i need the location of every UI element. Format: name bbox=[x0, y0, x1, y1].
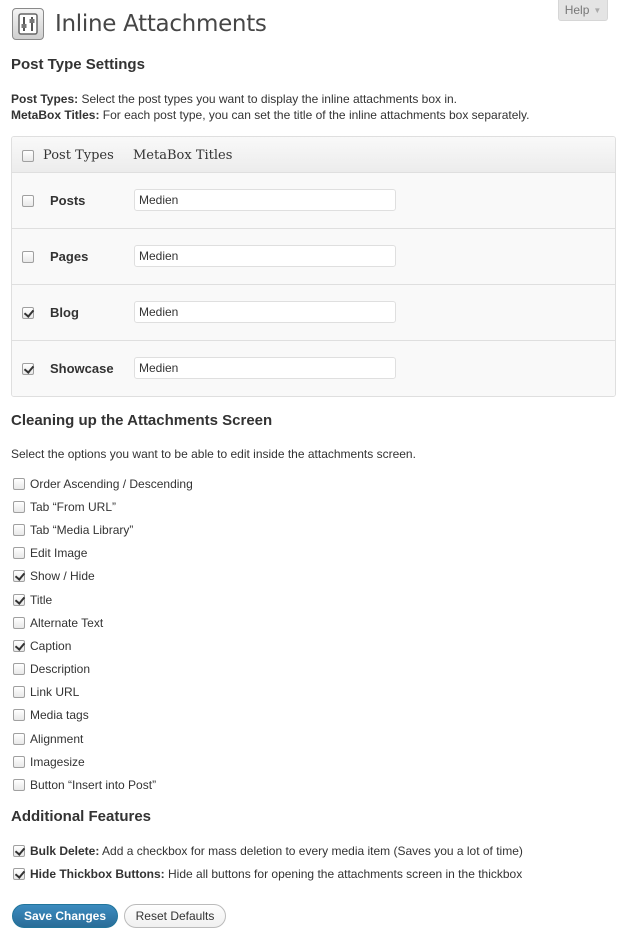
option-label: Link URL bbox=[30, 685, 80, 699]
option-label: Tab “From URL” bbox=[30, 500, 117, 514]
post-types-description bbox=[11, 91, 457, 108]
metabox-title-input-showcase[interactable] bbox=[134, 357, 396, 379]
checkbox[interactable] bbox=[13, 845, 25, 857]
post-type-checkbox-pages[interactable] bbox=[22, 251, 34, 263]
option-label: Description bbox=[30, 662, 91, 676]
additional-features-heading: Additional Features bbox=[11, 808, 152, 825]
option-edit-image[interactable] bbox=[13, 544, 87, 562]
checkbox[interactable] bbox=[13, 547, 25, 559]
table-row bbox=[12, 229, 615, 285]
option-label: Order Ascending / Descending bbox=[30, 477, 193, 491]
option-label: Tab “Media Library” bbox=[30, 523, 134, 537]
option-label: Media tags bbox=[30, 708, 89, 722]
option-imagesize[interactable] bbox=[13, 753, 85, 771]
post-type-checkbox-blog[interactable] bbox=[22, 307, 34, 319]
checkbox[interactable] bbox=[13, 868, 25, 880]
option-label: Edit Image bbox=[30, 546, 88, 560]
post-type-label: Posts bbox=[50, 193, 86, 208]
option-alignment[interactable] bbox=[13, 730, 83, 748]
option-label: Caption bbox=[30, 639, 72, 653]
feature-bulk-delete[interactable] bbox=[13, 842, 523, 860]
option-tab-from-url[interactable] bbox=[13, 498, 116, 516]
checkbox[interactable] bbox=[13, 779, 25, 791]
page-title: Inline Attachments bbox=[55, 11, 267, 37]
help-label: Help bbox=[564, 3, 590, 17]
option-alternate-text[interactable] bbox=[13, 614, 103, 632]
feature-label: Hide Thickbox Buttons: bbox=[30, 867, 165, 881]
option-label: Button “Insert into Post” bbox=[30, 778, 157, 792]
feature-hide-thickbox[interactable] bbox=[13, 865, 522, 883]
post-types-table bbox=[11, 136, 616, 397]
checkbox[interactable] bbox=[13, 501, 25, 513]
column-post-types: Post Types bbox=[43, 148, 114, 163]
table-row bbox=[12, 173, 615, 229]
post-type-label: Pages bbox=[50, 249, 89, 264]
caret-down-icon: ▼ bbox=[593, 5, 602, 15]
save-changes-button[interactable]: Save Changes bbox=[12, 904, 118, 928]
settings-sliders-icon bbox=[12, 8, 44, 40]
option-caption[interactable] bbox=[13, 637, 71, 655]
metabox-title-input-blog[interactable] bbox=[134, 301, 396, 323]
table-row bbox=[12, 341, 615, 397]
reset-defaults-button[interactable]: Reset Defaults bbox=[124, 904, 226, 928]
checkbox[interactable] bbox=[13, 594, 25, 606]
checkbox[interactable] bbox=[13, 663, 25, 675]
feature-description: Hide all buttons for opening the attachments screen in the thickbox bbox=[164, 867, 523, 881]
option-show-hide[interactable] bbox=[13, 567, 95, 585]
option-title[interactable] bbox=[13, 591, 52, 609]
post-type-label: Showcase bbox=[50, 361, 114, 376]
checkbox[interactable] bbox=[13, 640, 25, 652]
checkbox[interactable] bbox=[13, 570, 25, 582]
metabox-desc-text: For each post type, you can set the title of the inline attachments box separately. bbox=[99, 108, 530, 122]
checkbox[interactable] bbox=[13, 686, 25, 698]
select-all-checkbox[interactable] bbox=[22, 150, 34, 162]
option-label: Show / Hide bbox=[30, 569, 95, 583]
option-label: Alignment bbox=[30, 732, 84, 746]
post-type-checkbox-posts[interactable] bbox=[22, 195, 34, 207]
checkbox[interactable] bbox=[13, 709, 25, 721]
post-types-desc-text: Select the post types you want to display the inline attachments box in. bbox=[78, 92, 458, 106]
feature-description: Add a checkbox for mass deletion to every media item (Saves you a lot of time) bbox=[99, 844, 523, 858]
metabox-title-input-posts[interactable] bbox=[134, 189, 396, 211]
cleaning-heading: Cleaning up the Attachments Screen bbox=[11, 412, 273, 429]
option-link-url[interactable] bbox=[13, 683, 79, 701]
feature-text bbox=[30, 844, 523, 858]
metabox-title-input-pages[interactable] bbox=[134, 245, 396, 267]
table-header bbox=[12, 137, 615, 173]
checkbox[interactable] bbox=[13, 733, 25, 745]
option-label: Imagesize bbox=[30, 755, 85, 769]
page-header bbox=[12, 8, 267, 40]
checkbox[interactable] bbox=[13, 617, 25, 629]
post-type-settings-heading: Post Type Settings bbox=[11, 56, 145, 73]
option-label: Alternate Text bbox=[30, 616, 104, 630]
feature-text bbox=[30, 867, 522, 881]
checkbox[interactable] bbox=[13, 756, 25, 768]
column-metabox-titles: MetaBox Titles bbox=[133, 148, 233, 163]
option-description[interactable] bbox=[13, 660, 90, 678]
metabox-desc-label: MetaBox Titles: bbox=[11, 108, 100, 122]
checkbox[interactable] bbox=[13, 524, 25, 536]
checkbox[interactable] bbox=[13, 478, 25, 490]
option-order[interactable] bbox=[13, 475, 193, 493]
post-types-desc-label: Post Types: bbox=[11, 92, 79, 106]
post-type-checkbox-showcase[interactable] bbox=[22, 363, 34, 375]
option-label: Title bbox=[30, 593, 53, 607]
feature-label: Bulk Delete: bbox=[30, 844, 100, 858]
metabox-titles-description bbox=[11, 107, 530, 124]
option-tab-media-library[interactable] bbox=[13, 521, 133, 539]
table-row bbox=[12, 285, 615, 341]
cleaning-description: Select the options you want to be able to edit inside the attachments screen. bbox=[11, 447, 416, 461]
option-insert-into-post[interactable] bbox=[13, 776, 156, 794]
help-button[interactable] bbox=[558, 0, 608, 21]
option-media-tags[interactable] bbox=[13, 706, 89, 724]
post-type-label: Blog bbox=[50, 305, 79, 320]
